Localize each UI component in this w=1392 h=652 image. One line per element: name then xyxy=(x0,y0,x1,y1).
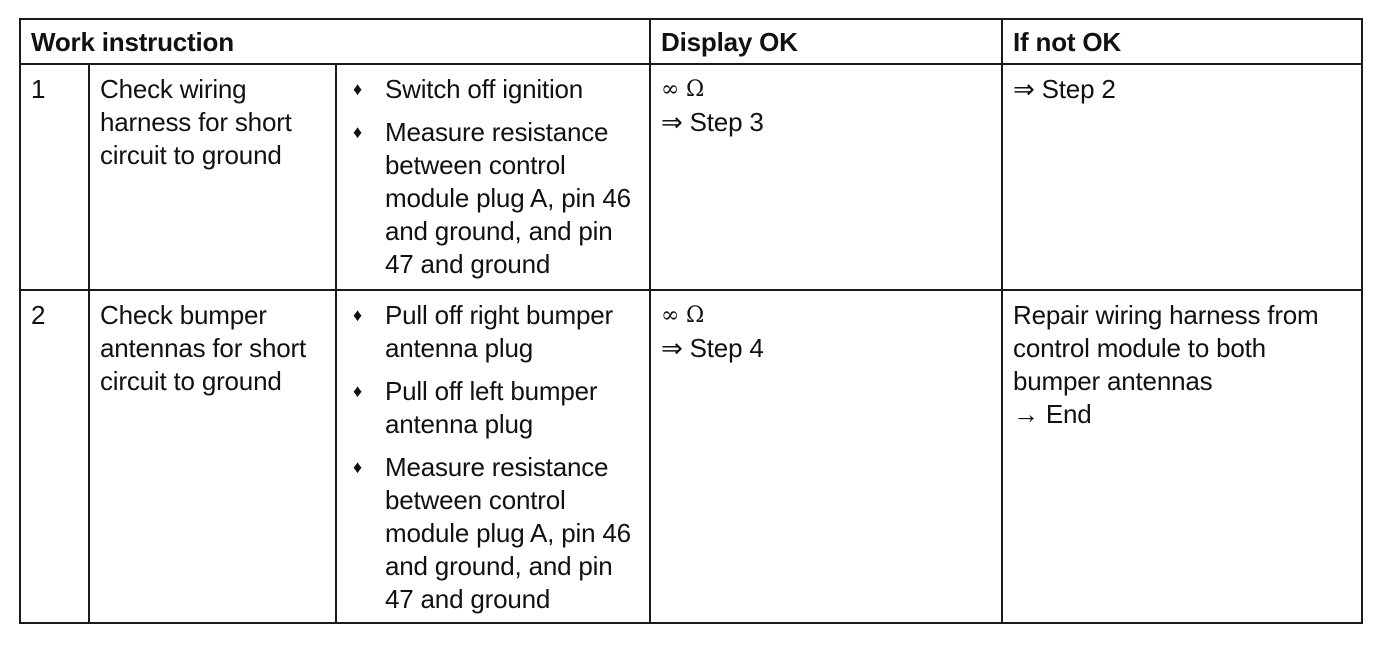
action-text: Pull off left bumper antenna plug xyxy=(385,376,598,439)
diamond-bullet-icon: ♦ xyxy=(353,305,362,325)
display-ok-next: ⇒ Step 3 xyxy=(661,107,764,137)
list-item xyxy=(347,299,639,365)
display-ok-value: ∞ Ω xyxy=(661,77,704,102)
action-list xyxy=(347,299,639,616)
display-ok-next: ⇒ Step 4 xyxy=(661,333,764,363)
list-item xyxy=(347,73,639,106)
table-row xyxy=(20,290,1362,623)
display-ok-cell xyxy=(650,290,1002,623)
diamond-bullet-icon: ♦ xyxy=(353,79,362,99)
diamond-bullet-icon: ♦ xyxy=(353,381,362,401)
action-text: Switch off ignition xyxy=(385,74,584,104)
header-work-instruction: Work instruction xyxy=(20,19,650,64)
check-description: Check bumper antennas for short circuit to ground xyxy=(89,290,336,623)
header-row xyxy=(20,19,1362,64)
action-steps xyxy=(336,290,650,623)
work-instruction-table xyxy=(19,18,1363,624)
action-text: Pull off right bumper antenna plug xyxy=(385,300,613,363)
check-description: Check wiring harness for short circuit to ground xyxy=(89,64,336,290)
if-not-ok-action: Repair wiring harness from control module to both bumper antennas xyxy=(1013,300,1319,396)
table-row xyxy=(20,64,1362,290)
if-not-ok-cell xyxy=(1002,290,1362,623)
display-ok-cell xyxy=(650,64,1002,290)
list-item xyxy=(347,116,639,281)
list-item xyxy=(347,451,639,616)
display-ok-value: ∞ Ω xyxy=(661,303,704,328)
action-text: Measure resistance between control module plug A, pin 46 and ground, and pin 47 and ground xyxy=(385,452,631,614)
diamond-bullet-icon: ♦ xyxy=(353,122,362,142)
action-text: Measure resistance between control module plug A, pin 46 and ground, and pin 47 and ground xyxy=(385,117,631,279)
diamond-bullet-icon: ♦ xyxy=(353,457,362,477)
step-number: 2 xyxy=(20,290,89,623)
action-list xyxy=(347,73,639,281)
header-display-ok: Display OK xyxy=(650,19,1002,64)
if-not-ok-next: → End xyxy=(1013,399,1092,429)
step-number: 1 xyxy=(20,64,89,290)
if-not-ok-cell xyxy=(1002,64,1362,290)
list-item xyxy=(347,375,639,441)
if-not-ok-next: ⇒ Step 2 xyxy=(1013,74,1116,104)
header-if-not-ok: If not OK xyxy=(1002,19,1362,64)
action-steps xyxy=(336,64,650,290)
